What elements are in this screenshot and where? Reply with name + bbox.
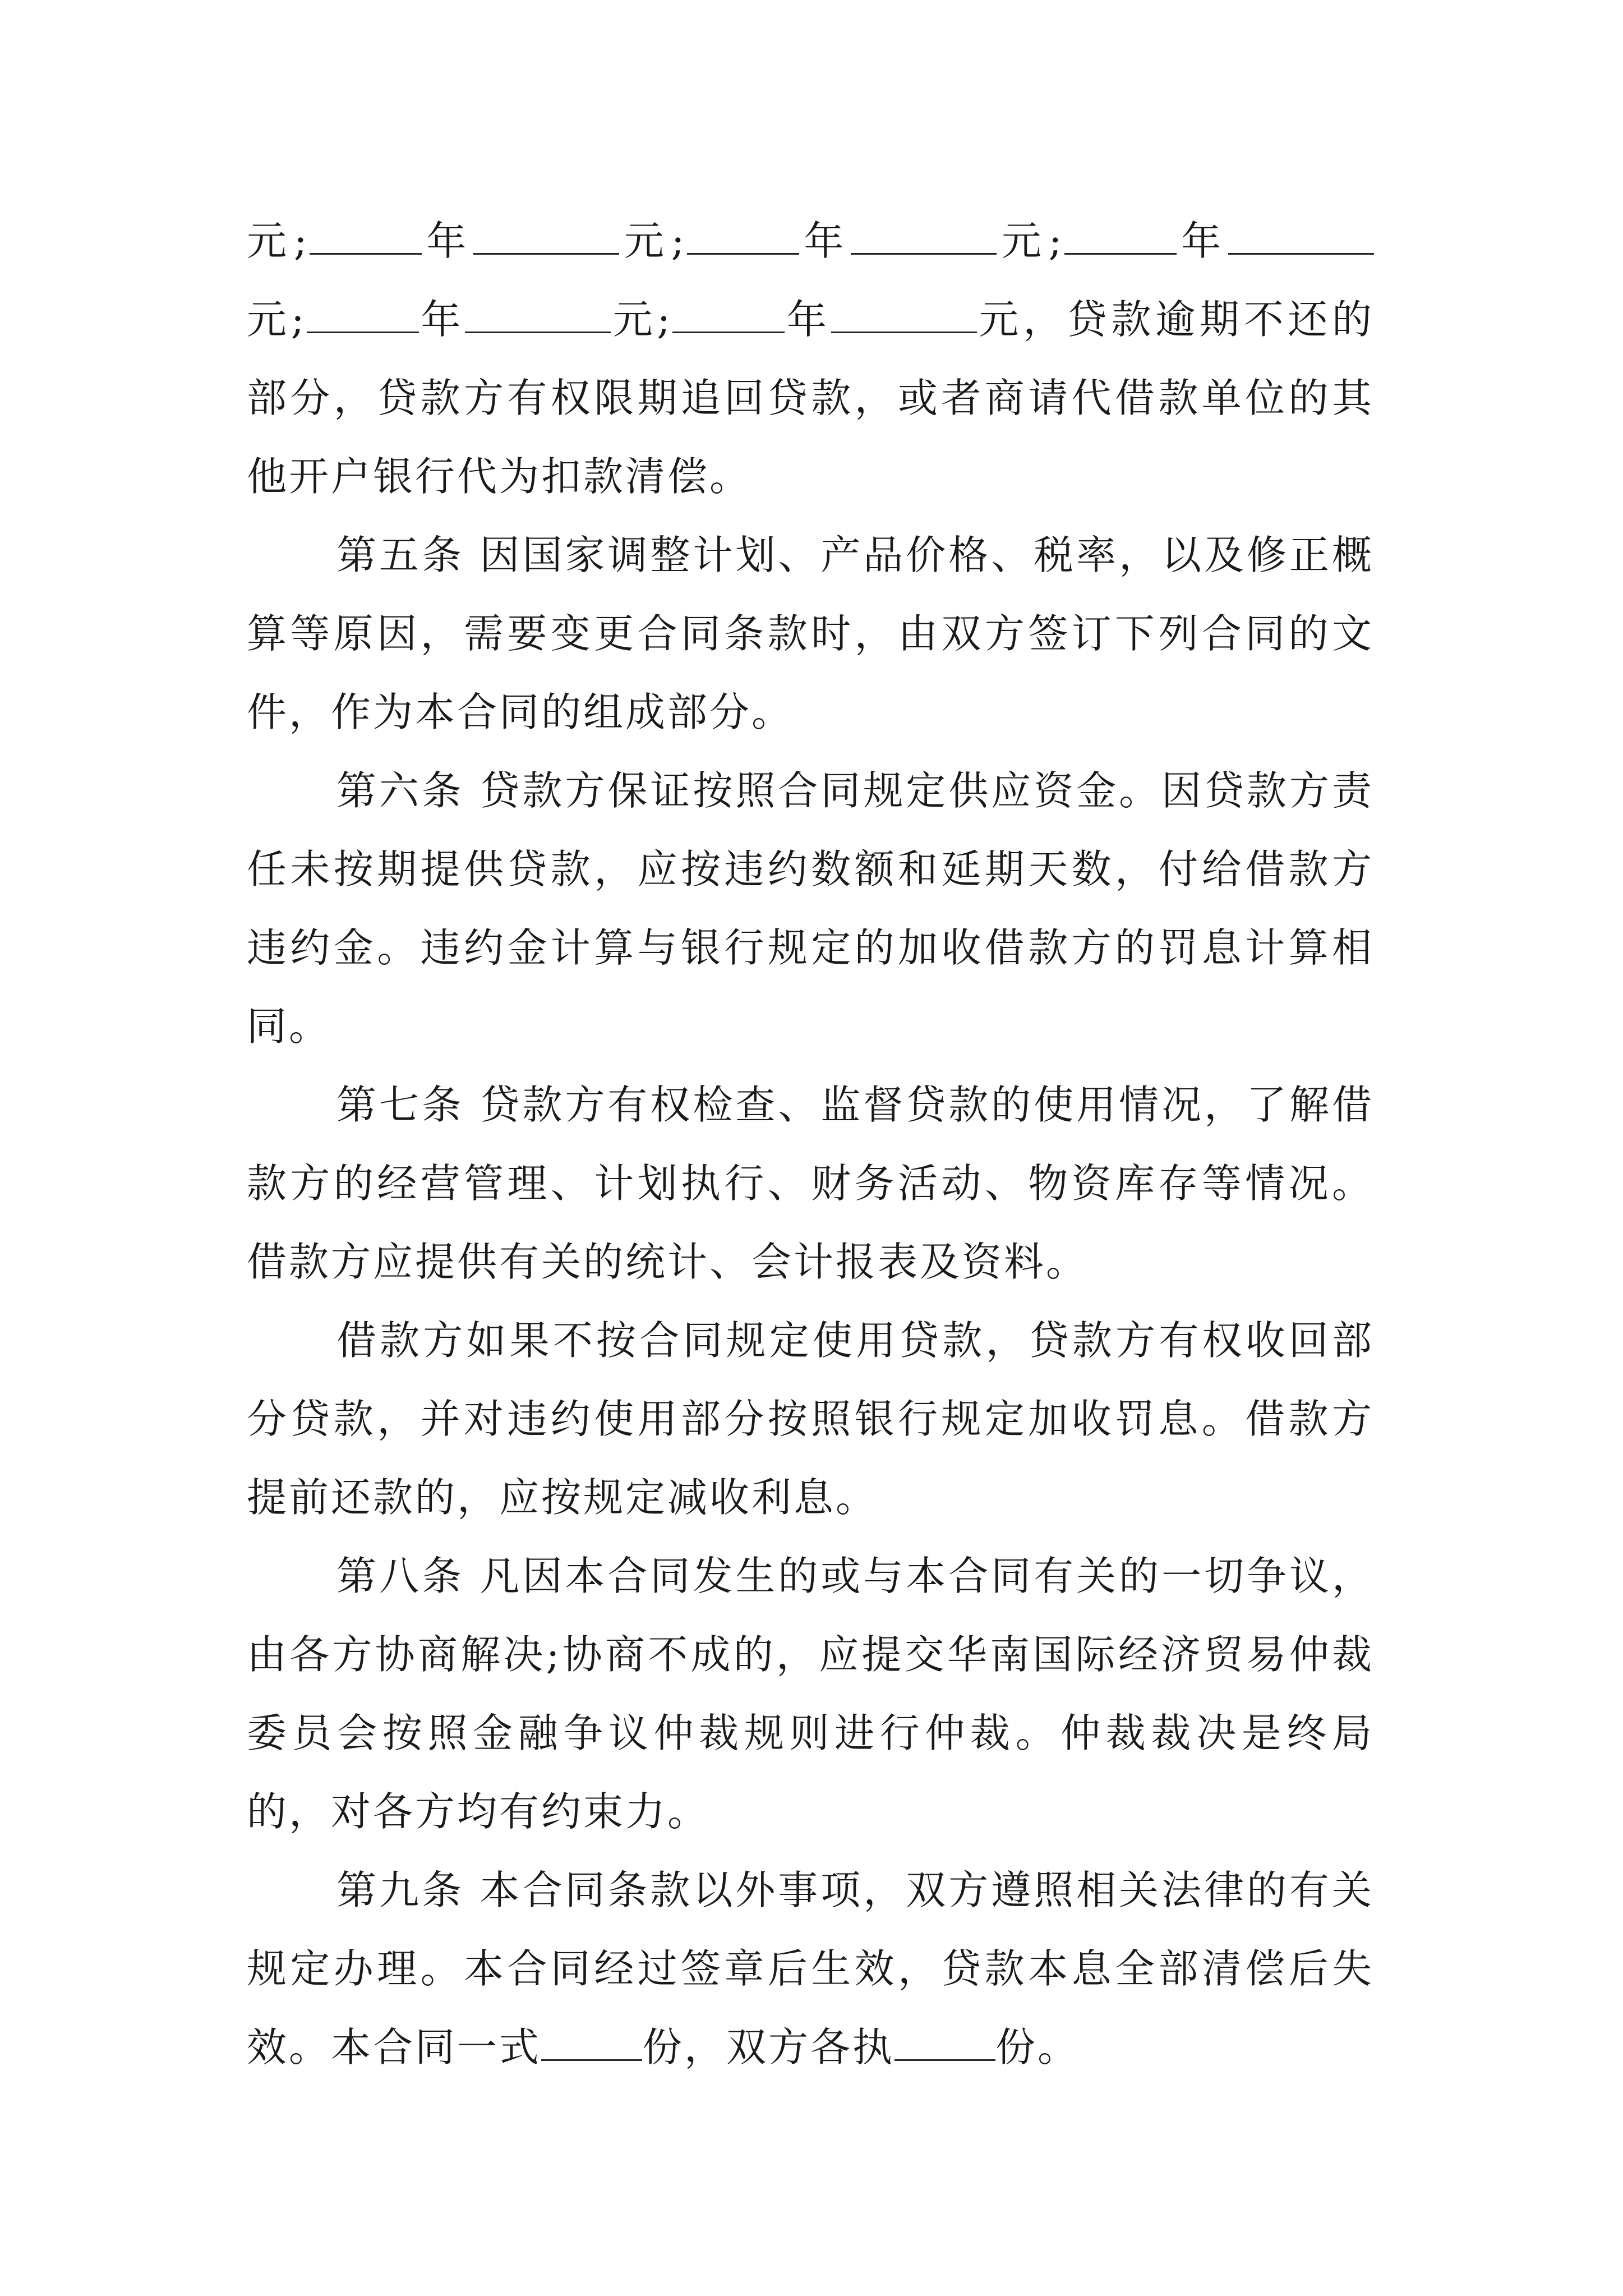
article-9-paragraph <box>247 1851 1374 2087</box>
text-run: 第九条 本合同条款以外事项，双方遵照相关法律的有关规定办理。本合同经过签章后生效，贷款本息全部清偿后失效。本合同一式 <box>247 1867 1374 2070</box>
text-run: 年 <box>1176 218 1229 264</box>
amount-blank <box>465 298 611 333</box>
text-run: 年 <box>421 218 474 264</box>
amount-blank <box>1228 219 1374 255</box>
text-run: 元，贷款逾期不还的部分，贷款方有权限期追回贷款，或者商请代借款单位的其他开户银行代为扣款清偿。 <box>247 296 1374 500</box>
year-blank <box>672 298 785 333</box>
amount-blank <box>831 298 977 333</box>
year-blank <box>310 219 422 255</box>
amount-blank <box>473 219 619 255</box>
amount-blank <box>851 219 997 255</box>
text-run: 元; <box>247 218 310 264</box>
text-run: 份。 <box>995 2024 1080 2070</box>
copies-each-blank <box>895 2026 995 2061</box>
text-run: 年 <box>785 296 831 343</box>
year-blank <box>307 298 419 333</box>
text-run: 年 <box>799 218 851 264</box>
article-6-paragraph: 第六条 贷款方保证按照合同规定供应资金。因贷款方责任未按期提供贷款，应按违约数额和延期天数，付给借款方违约金。违约金计算与银行规定的加收借款方的罚息计算相同。 <box>247 767 1374 1050</box>
copies-total-blank <box>541 2026 642 2061</box>
text-run: 元; <box>997 218 1064 264</box>
article-8-paragraph: 第八条 凡因本合同发生的或与本合同有关的一切争议，由各方协商解决;协商不成的，应提交华南国际经济贸易仲裁委员会按照金融争议仲裁规则进行仲裁。仲裁裁决是终局的，对各方均有约束力。 <box>247 1553 1374 1835</box>
text-run: 份，双方各执 <box>642 2024 895 2070</box>
text-run: 元; <box>619 218 687 264</box>
text-run: 元; <box>611 296 673 343</box>
year-blank <box>687 219 799 255</box>
text-run: 元; <box>247 296 307 343</box>
year-blank <box>1064 219 1177 255</box>
article-7-continuation-paragraph: 借款方如果不按合同规定使用贷款，贷款方有权收回部分贷款，并对违约使用部分按照银行规定加收罚息。借款方提前还款的，应按规定减收利息。 <box>247 1317 1374 1521</box>
contract-body <box>247 202 1374 2087</box>
article-7-paragraph: 第七条 贷款方有权检查、监督贷款的使用情况，了解借款方的经营管理、计划执行、财务活动、物资库存等情况。借款方应提供有关的统计、会计报表及资料。 <box>247 1082 1374 1285</box>
repayment-schedule-paragraph <box>247 202 1374 516</box>
text-run: 年 <box>418 296 465 343</box>
article-5-paragraph: 第五条 因国家调整计划、产品价格、税率，以及修正概算等原因，需要变更合同条款时，由双方签订下列合同的文件，作为本合同的组成部分。 <box>247 532 1374 735</box>
